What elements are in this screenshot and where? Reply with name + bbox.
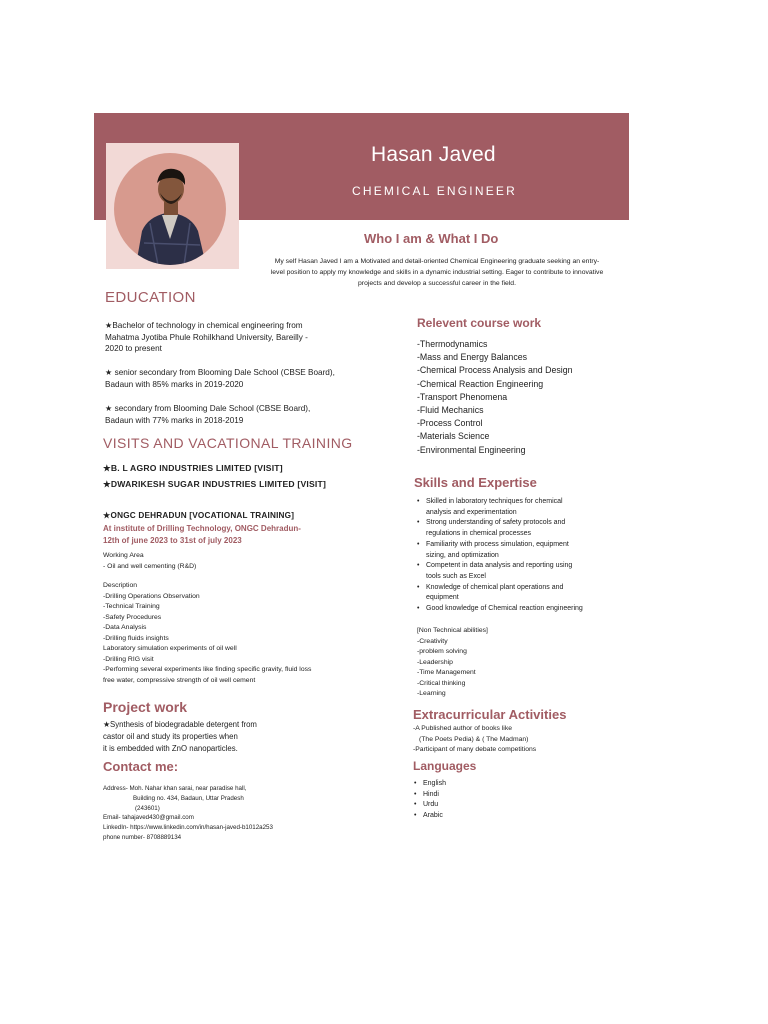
languages-title: Languages — [413, 759, 477, 773]
language-item — [413, 779, 446, 790]
extracurricular-line: -A Published author of books like — [413, 725, 512, 732]
working-area — [103, 551, 196, 572]
languages-list — [413, 779, 446, 822]
language-label: Arabic — [423, 812, 443, 820]
non-technical-item: -Critical thinking — [417, 679, 466, 687]
skill-line: Knowledge of chemical plant operations and — [426, 583, 564, 591]
coursework-list — [417, 338, 572, 457]
description-label: Description — [103, 582, 137, 589]
bullet-icon: • — [417, 540, 420, 548]
education-item — [105, 320, 308, 355]
extracurricular-line: -Participant of many debate competitions — [413, 746, 537, 753]
training-institute-line: 12th of june 2023 to 31st of july 2023 — [103, 536, 242, 545]
candidate-name: Hasan Javed — [371, 143, 496, 166]
profile-photo — [114, 153, 226, 265]
contact-details — [103, 784, 273, 843]
contact-email[interactable]: Email- tahajaved430@gmail.com — [103, 814, 194, 822]
bullet-icon: • — [417, 583, 420, 591]
skill-line: Good knowledge of Chemical reaction engineering — [426, 605, 583, 613]
education-line: ★ senior secondary from Blooming Dale School (CBSE Board), — [105, 368, 335, 377]
visit-item: ★B. L AGRO INDUSTRIES LIMITED [VISIT] — [103, 463, 283, 473]
non-technical-item: -Leadership — [417, 658, 453, 666]
project-title: Project work — [103, 699, 188, 715]
skill-line: tools such as Excel — [426, 572, 486, 580]
non-technical-item: -Learning — [417, 690, 446, 697]
education-line: 2020 to present — [105, 344, 162, 353]
training-description — [103, 581, 311, 686]
language-label: English — [423, 780, 446, 787]
non-technical-item: -Creativity — [417, 637, 448, 645]
education-line: ★ secondary from Blooming Dale School (CBSE Board), — [105, 404, 311, 413]
skill-line: regulations in chemical processes — [426, 530, 532, 538]
description-line: -Technical Training — [103, 603, 160, 610]
coursework-item: -Chemical Process Analysis and Design — [417, 365, 573, 376]
project-line: it is embedded with ZnO nanoparticles. — [103, 744, 238, 753]
education-line: Mahatma Jyotiba Phule Rohilkhand University, Bareilly - — [105, 332, 308, 342]
bullet-icon: • — [417, 498, 420, 505]
working-area-label: Working Area — [103, 552, 144, 559]
training-institute — [103, 523, 301, 547]
coursework-item: -Environmental Engineering — [417, 444, 526, 455]
bullet-icon: • — [414, 780, 417, 787]
coursework-item: -Transport Phenomena — [417, 391, 508, 402]
contact-phone: phone number- 8708889134 — [103, 833, 182, 841]
coursework-item: -Thermodynamics — [417, 339, 488, 349]
skill-line: sizing, and optimization — [426, 551, 499, 559]
candidate-role: CHEMICAL ENGINEER — [352, 184, 517, 198]
description-line: free water, compressive strength of oil well cement — [103, 676, 256, 684]
project-line: castor oil and study its properties when — [103, 732, 238, 741]
skills-list — [416, 497, 631, 615]
skill-line: Competent in data analysis and reporting using — [426, 562, 573, 570]
bullet-icon: • — [414, 790, 417, 798]
language-label: Hindi — [423, 790, 439, 798]
project-line: ★Synthesis of biodegradable detergent from — [103, 720, 257, 729]
education-item — [105, 367, 335, 390]
bullet-icon: • — [417, 519, 420, 527]
skill-item — [416, 604, 631, 615]
profile-photo-frame — [106, 143, 239, 269]
bullet-icon: • — [417, 562, 420, 570]
description-line: -Drilling RIG visit — [103, 655, 154, 663]
non-technical-abilities — [417, 626, 488, 700]
about-title: Who I am & What I Do — [364, 231, 499, 246]
skill-item — [416, 561, 631, 582]
extracurricular-line: (The Poets Pedia) & ( The Madman) — [419, 735, 529, 743]
description-line: -Performing several experiments like finding specific gravity, fluid loss — [103, 666, 312, 673]
description-line: -Drilling Operations Observation — [103, 592, 200, 600]
description-line: Laboratory simulation experiments of oil well — [103, 645, 237, 652]
non-technical-item: -problem solving — [417, 648, 467, 655]
coursework-item: -Materials Science — [417, 431, 490, 442]
contact-address: (243601) — [135, 804, 160, 812]
education-title: EDUCATION — [105, 289, 196, 306]
skill-item — [416, 497, 631, 518]
language-item — [413, 790, 446, 801]
extracurricular-title: Extracurricular Activities — [413, 707, 567, 722]
coursework-item: -Process Control — [417, 418, 483, 429]
language-item — [413, 800, 446, 811]
person-silhouette-icon — [114, 153, 226, 265]
coursework-item: -Fluid Mechanics — [417, 405, 484, 416]
language-item — [413, 811, 446, 822]
contact-title: Contact me: — [103, 759, 179, 774]
training-heading: ★ONGC DEHRADUN [VOCATIONAL TRAINING] — [103, 511, 295, 520]
coursework-item: -Chemical Reaction Engineering — [417, 378, 544, 389]
description-line: -Safety Procedures — [103, 613, 162, 621]
bullet-icon: • — [414, 801, 417, 809]
education-line: ★Bachelor of technology in chemical engineering from — [105, 321, 303, 330]
non-technical-label: [Non Technical abilities] — [417, 627, 488, 634]
about-text: My self Hasan Javed I am a Motivated and detail-oriented Chemical Engineering graduate seeking an entry-level position to apply my knowledge and skills in a dynamic industrial setting. Eager to contribute to innovative projects and develop a successful career in the field. — [270, 258, 604, 288]
coursework-item: -Mass and Energy Balances — [417, 352, 528, 363]
bullet-icon: • — [417, 605, 420, 613]
training-institute-line: At institute of Drilling Technology, ONGC Dehradun- — [103, 524, 301, 533]
skill-item — [416, 583, 631, 604]
visits-title: VISITS AND VACATIONAL TRAINING — [103, 435, 353, 451]
education-item — [105, 403, 310, 426]
coursework-title: Relevent course work — [417, 316, 542, 330]
working-area-value: - Oil and well cementing (R&D) — [103, 562, 197, 570]
skill-item — [416, 540, 631, 561]
non-technical-item: -Time Management — [417, 669, 476, 676]
skill-item — [416, 518, 631, 539]
description-line: -Data Analysis — [103, 624, 147, 631]
education-line: Badaun with 77% marks in 2018-2019 — [105, 415, 244, 425]
skill-line: analysis and experimentation — [426, 508, 517, 516]
skill-line: Skilled in laboratory techniques for chemical — [426, 498, 563, 505]
education-line: Badaun with 85% marks in 2019-2020 — [105, 379, 244, 389]
visit-item: ★DWARIKESH SUGAR INDUSTRIES LIMITED [VISIT] — [103, 479, 327, 489]
skills-title: Skills and Expertise — [414, 475, 537, 490]
contact-linkedin[interactable]: LinkedIn- https://www.linkedin.com/in/hasan-javed-b1012a253 — [103, 824, 273, 832]
language-label: Urdu — [423, 801, 439, 809]
description-line: -Drilling fluids insights — [103, 634, 169, 642]
extracurricular-text — [413, 724, 536, 756]
contact-address: Building no. 434, Badaun, Uttar Pradesh — [133, 794, 244, 802]
skill-line: Familiarity with process simulation, equipment — [426, 540, 569, 548]
skill-line: equipment — [426, 594, 459, 602]
contact-address: Address- Moh. Nahar khan sarai, near paradise hall, — [103, 785, 247, 792]
bullet-icon: • — [414, 812, 417, 820]
project-text — [103, 719, 257, 755]
skill-line: Strong understanding of safety protocols and — [426, 519, 566, 527]
